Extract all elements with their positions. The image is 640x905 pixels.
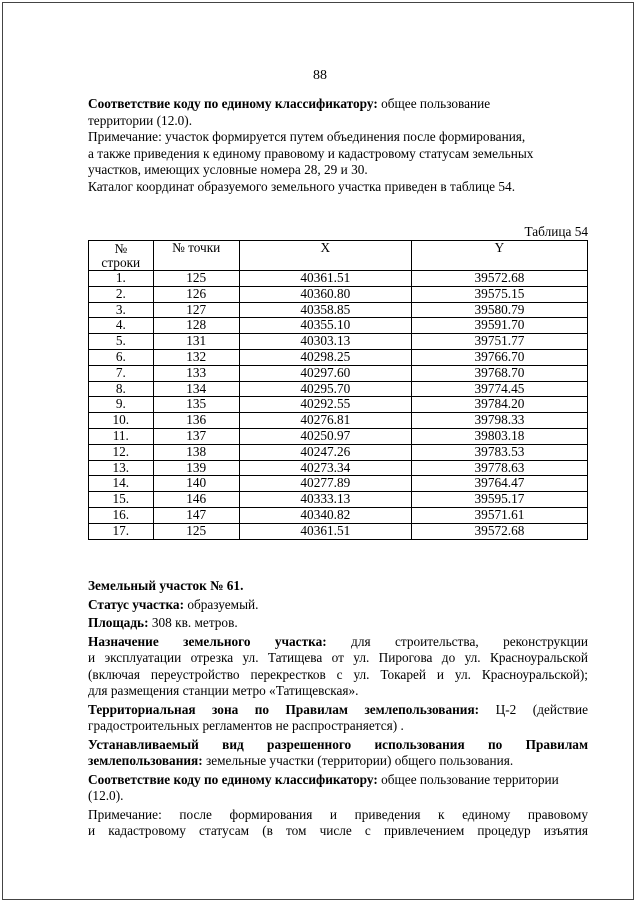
x-cell: 40297.60	[239, 365, 411, 381]
table-row	[89, 349, 588, 365]
note-2-line-1: Примечание: после формирования и приведения к единому правовому	[88, 806, 588, 822]
row-number-cell: 12.	[89, 444, 154, 460]
row-number-cell: 15.	[89, 492, 154, 508]
use-value: земельные участки (территории) общего пользования.	[202, 753, 514, 768]
x-cell: 40360.80	[239, 286, 411, 302]
use-line-2	[88, 753, 588, 770]
table-body	[89, 271, 588, 540]
area-line	[88, 615, 588, 632]
table-row	[89, 476, 588, 492]
x-cell: 40292.55	[239, 397, 411, 413]
x-cell: 40273.34	[239, 460, 411, 476]
point-number-cell: 126	[153, 286, 239, 302]
y-cell: 39803.18	[411, 428, 587, 444]
x-cell: 40333.13	[239, 492, 411, 508]
table-row	[89, 365, 588, 381]
table-row	[89, 318, 588, 334]
row-number-cell: 2.	[89, 286, 154, 302]
zone-label: Территориальная зона по Правилам землепользования:	[88, 701, 480, 717]
use-label-2: землепользования:	[88, 753, 203, 768]
point-number-cell: 138	[153, 444, 239, 460]
status-value: образуемый.	[184, 596, 259, 612]
table-row	[89, 507, 588, 523]
table-row	[89, 428, 588, 444]
table-row	[89, 523, 588, 539]
table-row	[89, 271, 588, 287]
y-cell: 39595.17	[411, 492, 587, 508]
classifier-2-line-2: (12.0).	[88, 788, 124, 803]
note-line: участков, имеющих условные номера 28, 29 и 30.	[88, 162, 368, 177]
purpose-line-4: для размещения станции метро «Татищевская».	[88, 683, 359, 698]
y-cell: 39751.77	[411, 334, 587, 350]
header-point-number: № точки	[153, 241, 239, 271]
classifier-paragraph-2	[88, 772, 588, 805]
table-row	[89, 460, 588, 476]
row-number-cell: 14.	[89, 476, 154, 492]
row-number-cell: 7.	[89, 365, 154, 381]
bottom-text-block	[88, 578, 588, 842]
table-row	[89, 413, 588, 429]
row-number-cell: 3.	[89, 302, 154, 318]
x-cell: 40361.51	[239, 271, 411, 287]
y-cell: 39766.70	[411, 349, 587, 365]
note-paragraph-2	[88, 807, 588, 840]
note-paragraph	[88, 129, 588, 179]
classifier-paragraph	[88, 96, 588, 129]
x-cell: 40247.26	[239, 444, 411, 460]
page-number: 88	[313, 68, 327, 83]
purpose-line-2: и эксплуатации отрезка ул. Татищева от ул. Пирогова до ул. Красноуральской	[88, 650, 588, 665]
note-2-line-2: и кадастровому статусам (в том числе с привлечением процедур изъятия	[88, 823, 588, 838]
classifier-value-cont: территории (12.0).	[88, 112, 193, 128]
status-label: Статус участка:	[88, 596, 185, 612]
area-value: 308 кв. метров.	[148, 615, 238, 630]
point-number-cell: 147	[153, 507, 239, 523]
table-header-row	[89, 241, 588, 271]
row-number-cell: 5.	[89, 334, 154, 350]
catalog-line: Каталог координат образуемого земельного участка приведен в таблице 54.	[88, 178, 516, 194]
header-row-number-line1: №	[114, 240, 128, 256]
row-number-cell: 17.	[89, 523, 154, 539]
point-number-cell: 133	[153, 365, 239, 381]
status-line	[88, 597, 588, 614]
table-row	[89, 444, 588, 460]
coordinates-table	[88, 240, 588, 540]
classifier-value: общее пользование	[377, 96, 491, 111]
y-cell: 39774.45	[411, 381, 587, 397]
point-number-cell: 134	[153, 381, 239, 397]
point-number-cell: 136	[153, 413, 239, 429]
note-line: Примечание: участок формируется путем объединения после формирования,	[88, 129, 526, 144]
header-row-number	[89, 241, 154, 271]
zone-line-2: градостроительных регламентов не распространяется) .	[88, 718, 404, 733]
point-number-cell: 140	[153, 476, 239, 492]
plot-title	[88, 578, 588, 595]
x-cell: 40340.82	[239, 507, 411, 523]
purpose-value: для строительства, реконструкции	[326, 633, 588, 649]
y-cell: 39572.68	[411, 523, 587, 539]
purpose-line-3: (включая переустройство перекрестков с ул. Токарей и ул. Красноуральской);	[88, 666, 588, 682]
y-cell: 39575.15	[411, 286, 587, 302]
plot-title-text: Земельный участок № 61.	[88, 578, 244, 593]
x-cell: 40361.51	[239, 523, 411, 539]
y-cell: 39572.68	[411, 271, 587, 287]
row-number-cell: 4.	[89, 318, 154, 334]
classifier-2-value: общее пользование территории	[377, 771, 559, 787]
x-cell: 40295.70	[239, 381, 411, 397]
header-y: Y	[411, 241, 587, 271]
header-row-number-line2: строки	[101, 254, 141, 270]
x-cell: 40355.10	[239, 318, 411, 334]
row-number-cell: 6.	[89, 349, 154, 365]
row-number-cell: 16.	[89, 507, 154, 523]
classifier-2-label: Соответствие коду по единому классификатору:	[88, 771, 378, 787]
point-number-cell: 125	[153, 523, 239, 539]
table-row	[89, 334, 588, 350]
purpose-label: Назначение земельного участка:	[88, 633, 327, 649]
area-label: Площадь:	[88, 615, 149, 630]
top-text-block	[88, 96, 588, 195]
y-cell: 39778.63	[411, 460, 587, 476]
point-number-cell: 125	[153, 271, 239, 287]
x-cell: 40298.25	[239, 349, 411, 365]
y-cell: 39783.53	[411, 444, 587, 460]
row-number-cell: 8.	[89, 381, 154, 397]
y-cell: 39798.33	[411, 413, 587, 429]
table-row	[89, 286, 588, 302]
use-label-line-1: Устанавливаемый вид разрешенного использования по Правилам	[88, 736, 588, 752]
x-cell: 40276.81	[239, 413, 411, 429]
table-row	[89, 492, 588, 508]
purpose-paragraph	[88, 634, 588, 700]
y-cell: 39768.70	[411, 365, 587, 381]
y-cell: 39764.47	[411, 476, 587, 492]
point-number-cell: 128	[153, 318, 239, 334]
zone-value: Ц-2 (действие	[479, 701, 588, 717]
classifier-2-line-1	[88, 772, 588, 789]
table-row	[89, 381, 588, 397]
point-number-cell: 139	[153, 460, 239, 476]
y-cell: 39784.20	[411, 397, 587, 413]
row-number-cell: 1.	[89, 271, 154, 287]
use-paragraph	[88, 737, 588, 770]
row-number-cell: 11.	[89, 428, 154, 444]
point-number-cell: 131	[153, 334, 239, 350]
point-number-cell: 137	[153, 428, 239, 444]
note-line: а также приведения к единому правовому и кадастровому статусам земельных	[88, 145, 534, 161]
purpose-line-1	[88, 634, 588, 651]
x-cell: 40358.85	[239, 302, 411, 318]
x-cell: 40303.13	[239, 334, 411, 350]
y-cell: 39580.79	[411, 302, 587, 318]
point-number-cell: 135	[153, 397, 239, 413]
row-number-cell: 13.	[89, 460, 154, 476]
table-row	[89, 302, 588, 318]
row-number-cell: 10.	[89, 413, 154, 429]
table-row	[89, 397, 588, 413]
point-number-cell: 127	[153, 302, 239, 318]
classifier-label: Соответствие коду по единому классификатору:	[88, 96, 378, 111]
zone-paragraph	[88, 702, 588, 735]
point-number-cell: 132	[153, 349, 239, 365]
x-cell: 40277.89	[239, 476, 411, 492]
x-cell: 40250.97	[239, 428, 411, 444]
zone-line-1	[88, 702, 588, 719]
table-caption: Таблица 54	[524, 224, 588, 239]
point-number-cell: 146	[153, 492, 239, 508]
y-cell: 39591.70	[411, 318, 587, 334]
y-cell: 39571.61	[411, 507, 587, 523]
header-x: X	[239, 241, 411, 271]
row-number-cell: 9.	[89, 397, 154, 413]
